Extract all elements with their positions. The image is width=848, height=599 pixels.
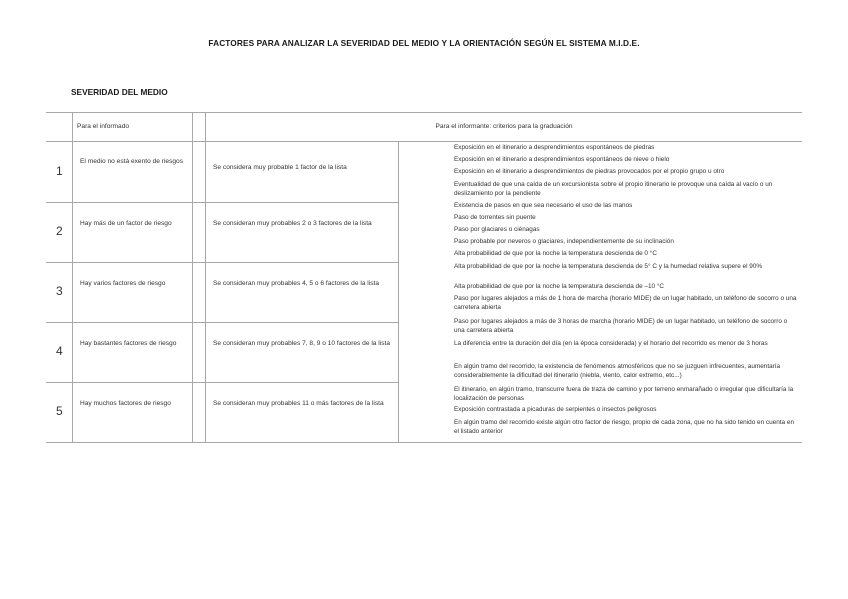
col-divider-double-b — [205, 112, 206, 443]
table-border-bottom — [46, 442, 802, 443]
row-number: 2 — [56, 224, 63, 238]
table-border-top — [46, 112, 802, 113]
section-title: SEVERIDAD DEL MEDIO — [71, 87, 168, 97]
row-graduacion: Se consideran muy probables 4, 5 o 6 factores de la lista — [213, 280, 380, 287]
criteria-item: Exposición contrastada a picaduras de serpientes o insectos peligrosos — [454, 406, 657, 413]
row-divider — [46, 202, 398, 203]
criteria-item: Paso por glaciares o ciénagas — [454, 226, 540, 233]
col-divider-criteria — [398, 141, 399, 443]
row-number: 4 — [56, 344, 63, 358]
criteria-item: Paso por lugares alejados a más de 3 horas de marcha (horario MIDE) de un lugar habitado, un teléfono de socorro o una carretera abierta — [454, 318, 788, 334]
col-divider-double-a — [192, 112, 193, 443]
row-graduacion: Se considera muy probable 1 factor de la lista — [213, 164, 347, 171]
row-informado: Hay varios factores de riesgo — [80, 280, 166, 287]
header-informado: Para el informado — [77, 123, 130, 130]
row-number: 3 — [56, 284, 63, 298]
criteria-item: Exposición en el itinerario a desprendimientos de piedras provocados por el propio grupo u otro — [454, 168, 725, 175]
row-graduacion: Se consideran muy probables 2 o 3 factores de la lista — [213, 220, 372, 227]
criteria-item: En algún tramo del recorrido existe algún otro factor de riesgo, propio de cada zona, que no ha sido tenido en cuenta en el listado anterior — [454, 419, 794, 435]
criteria-item: Alta probabilidad de que por la noche la temperatura descienda de –10 °C — [454, 283, 665, 290]
row-number: 5 — [56, 404, 63, 418]
row-divider — [46, 382, 398, 383]
row-divider — [46, 262, 398, 263]
row-informado: El medio no está exento de riesgos — [80, 158, 183, 165]
severity-table — [46, 112, 802, 443]
criteria-item: Exposición en el itinerario a desprendimientos espontáneos de nieve o hielo — [454, 156, 670, 163]
criteria-item: Alta probabilidad de que por la noche la temperatura descienda de 5° C y la humedad relativa supere el 90% — [454, 263, 763, 270]
row-informado: Hay bastantes factores de riesgo — [80, 340, 177, 347]
criteria-item: Paso por lugares alejados a más de 1 hora de marcha (horario MIDE) de un lugar habitado, un teléfono de socorro o una carretera abierta — [454, 295, 797, 311]
col-divider-number — [72, 112, 73, 443]
criteria-item: El itinerario, en algún tramo, transcurre fuera de traza de camino y por terreno enmarañado o irregular que dificultaría la localización de personas — [454, 386, 794, 402]
row-graduacion: Se consideran muy probables 11 o más factores de la lista — [213, 400, 384, 407]
row-divider — [46, 322, 398, 323]
criteria-item: Eventualidad de que una caída de un excursionista sobre el propio itinerario le provoque una caída al vacío o un deslizamiento por la pendiente — [454, 181, 773, 197]
row-number: 1 — [56, 164, 63, 178]
criteria-item: Existencia de pasos en que sea necesario el uso de las manos — [454, 202, 633, 209]
row-graduacion: Se consideran muy probables 7, 8, 9 o 10 factores de la lista — [213, 340, 391, 347]
criteria-item: La diferencia entre la duración del día (en la época considerada) y el horario del recorrido es menor de 3 horas — [454, 340, 768, 347]
criteria-item: Alta probabilidad de que por la noche la temperatura descienda de 0 °C — [454, 250, 657, 257]
criteria-item: Exposición en el itinerario a desprendimientos espontáneos de piedras — [454, 144, 655, 151]
row-informado: Hay muchos factores de riesgo — [80, 400, 171, 407]
header-informante: Para el informante: criterios para la graduación — [435, 123, 573, 130]
header-divider — [46, 141, 802, 142]
criteria-item: Paso probable por neveros o glaciares, independientemente de su inclinación — [454, 238, 674, 245]
document-title: FACTORES PARA ANALIZAR LA SEVERIDAD DEL MEDIO Y LA ORIENTACIÓN SEGÚN EL SISTEMA M.I.D.E. — [208, 38, 640, 48]
criteria-item: En algún tramo del recorrido, la existencia de fenómenos atmosféricos que no se juzguen infrecuentes, aumentaría considerablemente la dificultad del itinerario (niebla, viento, calor extremo, etc...) — [454, 363, 781, 379]
criteria-item: Paso de torrentes sin puente — [454, 214, 536, 221]
row-informado: Hay más de un factor de riesgo — [80, 220, 172, 227]
